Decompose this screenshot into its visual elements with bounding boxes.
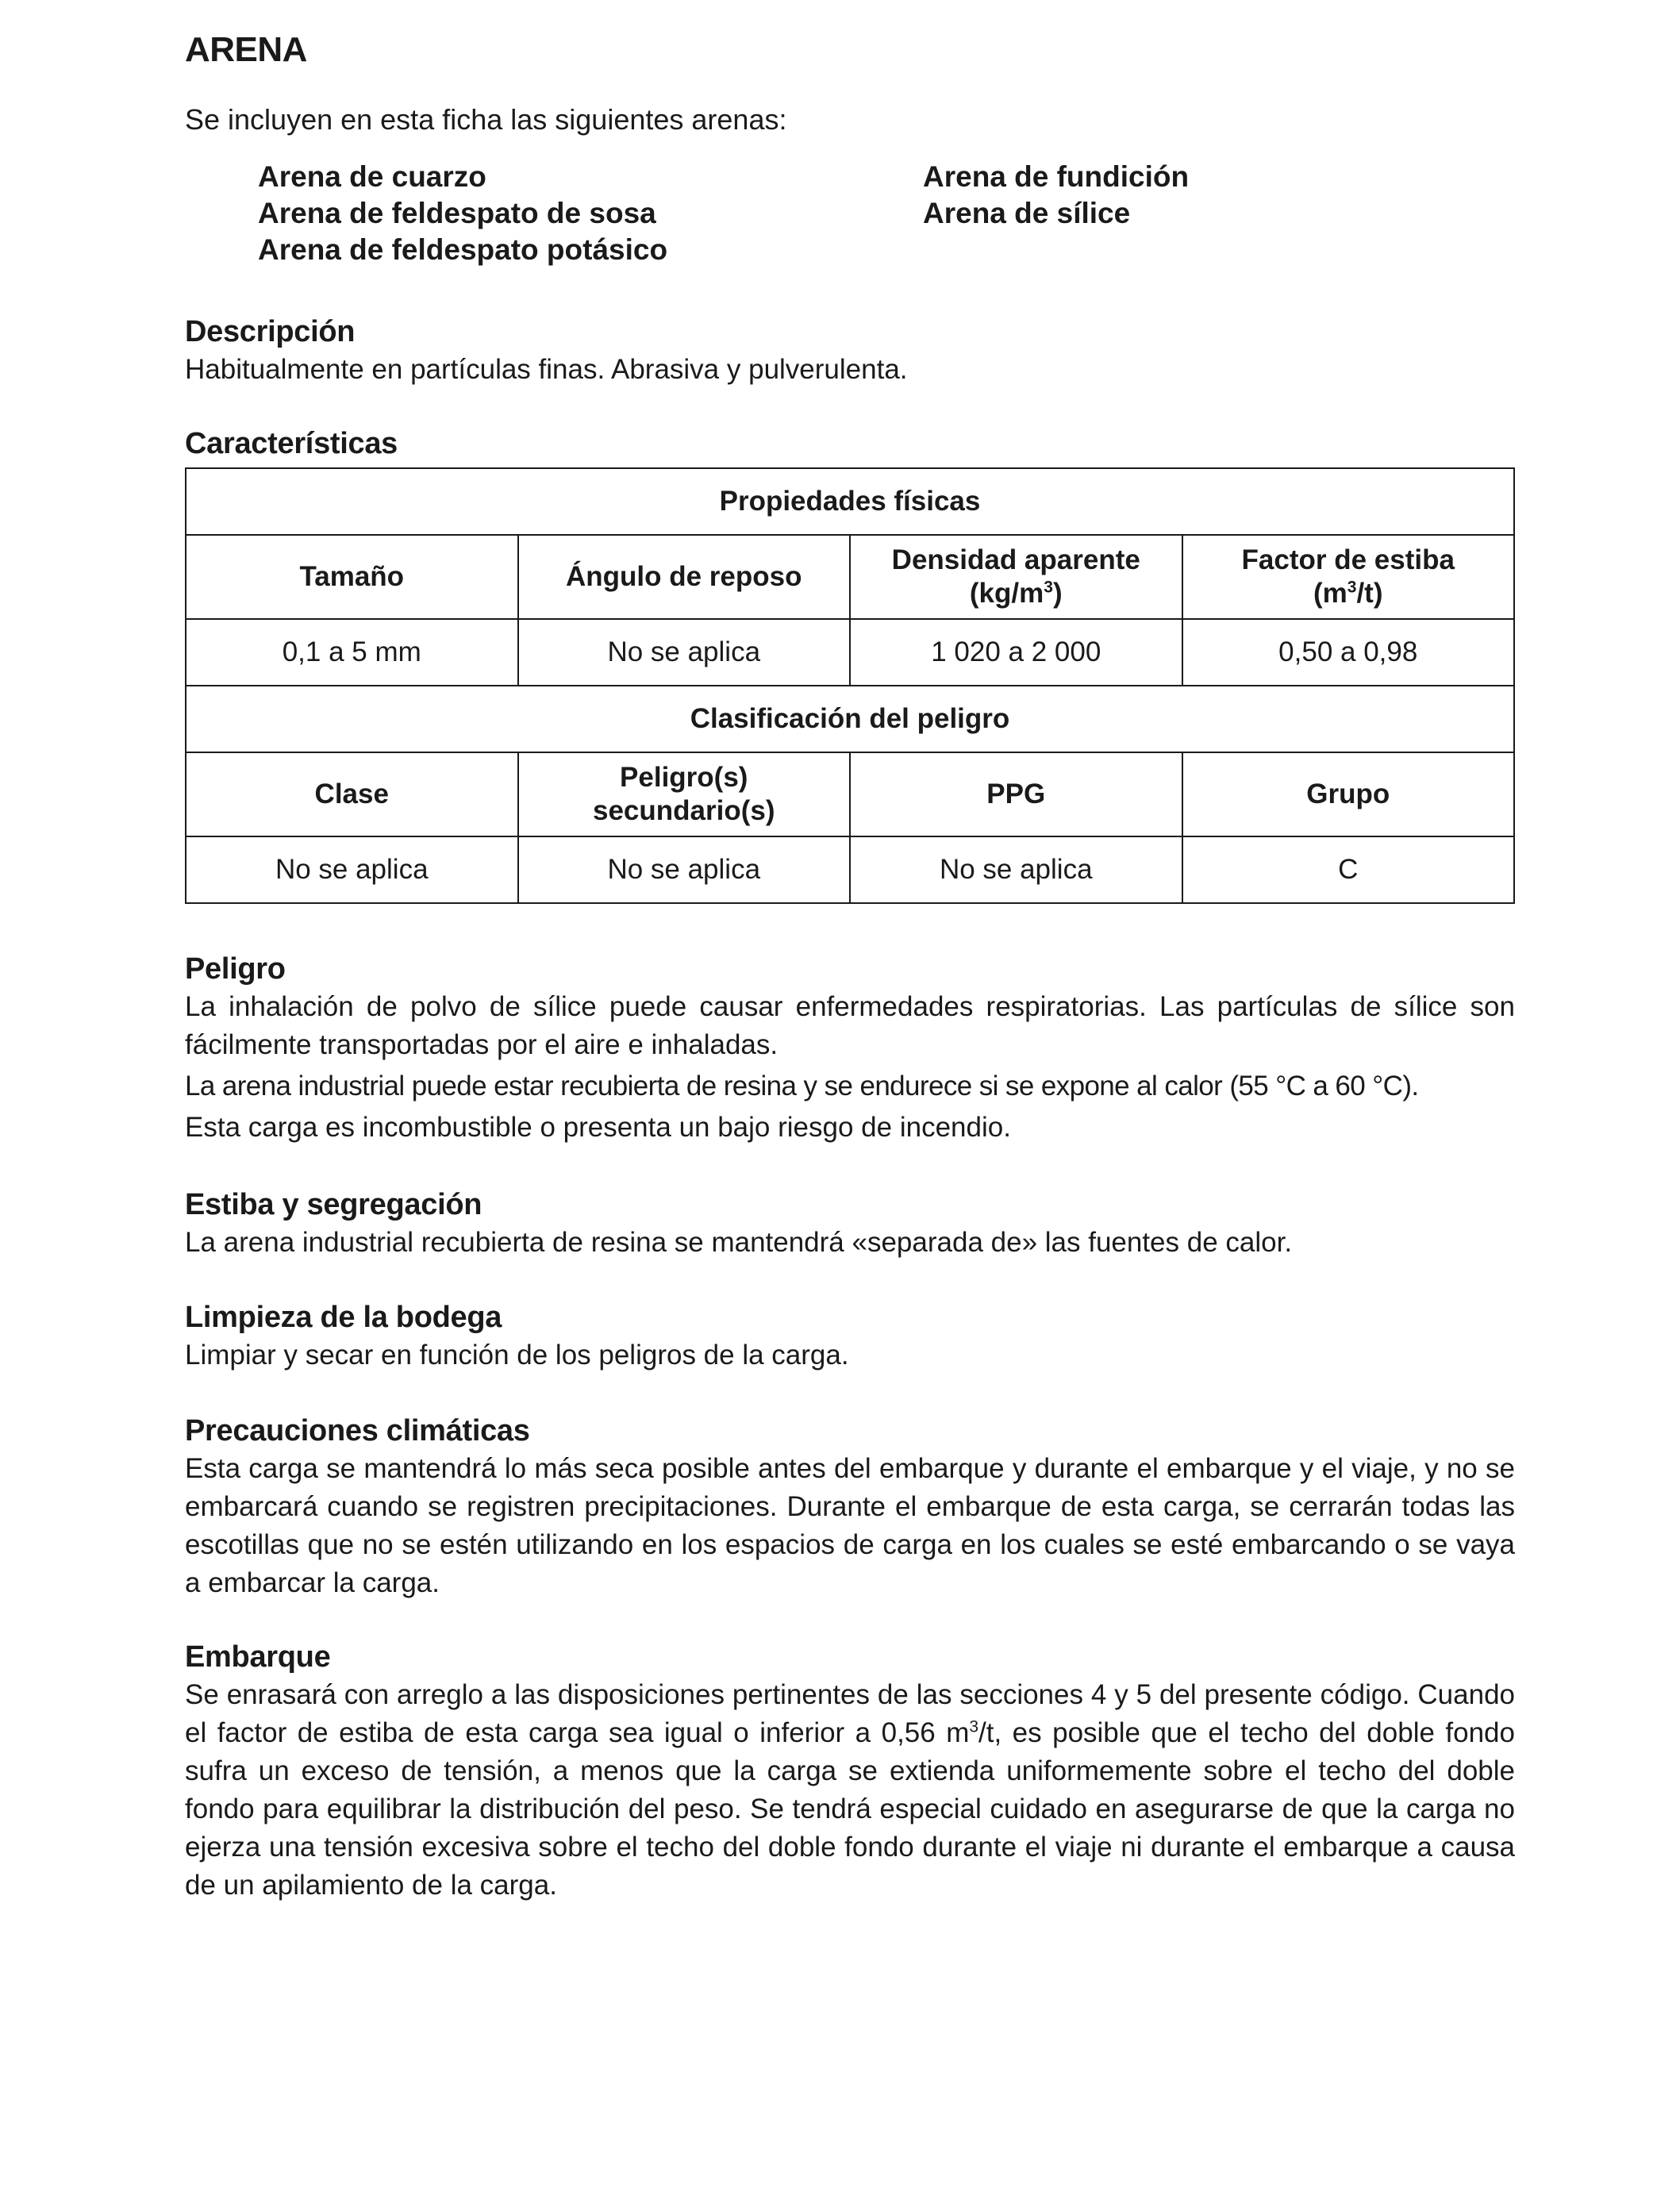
value-ppg: No se aplica: [850, 836, 1182, 903]
intro-text: Se incluyen en esta ficha las siguientes arenas:: [185, 103, 787, 136]
value-size: 0,1 a 5 mm: [186, 619, 518, 686]
band-physical-properties: Propiedades físicas: [186, 468, 1514, 535]
section-text: Esta carga se mantendrá lo más seca posible antes del embarque y durante el embarque y el viaje, y no se embarcará cuando se registren precipitaciones. Durante el embarque de esta carga, se cerrarán todas las escotillas que no se estén utilizando en los espacios de carga en los cuales se esté embarcando o se vaya a embarcar la carga.: [185, 1453, 1515, 1598]
sand-type-item: Arena de cuarzo: [258, 160, 486, 193]
band-hazard-classification: Clasificación del peligro: [186, 686, 1514, 752]
table-header-row: [186, 752, 1514, 836]
header-ppg: PPG: [850, 752, 1182, 836]
page-title: ARENA: [185, 30, 307, 69]
sand-type-item: Arena de fundición: [923, 160, 1190, 193]
section-limpieza: [185, 1298, 1515, 1374]
value-group: C: [1182, 836, 1515, 903]
section-heading: Limpieza de la bodega: [185, 1301, 502, 1334]
section-estiba: [185, 1186, 1515, 1262]
value-bulk-density: 1 020 a 2 000: [850, 619, 1182, 686]
header-stowage-factor: Factor de estiba $(m^3/t)$: [1182, 535, 1515, 619]
table-band-row: [186, 468, 1514, 535]
section-heading: Peligro: [185, 952, 286, 986]
sand-type-item: Arena de feldespato potásico: [258, 233, 668, 266]
section-text: Se enrasará con arreglo a las disposiciones pertinentes de las secciones 4 y 5 del presente código. Cuando el factor de estiba de esta carga sea igual o inferior a 0,56 $m^3/t$, es posible que el techo del doble fondo sufra un exceso de tensión, a menos que la carga se extienda uniformemente sobre el techo del doble fondo para equilibrar la distribución del peso. Se tendrá especial cuidado en asegurarse de que la carga no ejerza una tensión excesiva sobre el techo del doble fondo durante el viaje ni durante el embarque a causa de un apilamiento de la carga.: [185, 1679, 1515, 1901]
value-subsidiary-hazards: No se aplica: [518, 836, 851, 903]
value-class: No se aplica: [186, 836, 518, 903]
characteristics-table: [185, 467, 1515, 904]
sand-type-item: Arena de sílice: [923, 197, 1131, 229]
section-text: La arena industrial recubierta de resina se mantendrá «separada de» las fuentes de calor.: [185, 1227, 1293, 1258]
section-embarque: [185, 1638, 1515, 1905]
section-heading: Descripción: [185, 315, 356, 348]
section-precauciones: [185, 1412, 1515, 1602]
section-descripcion: [185, 313, 1515, 389]
section-heading: Características: [185, 427, 398, 460]
header-group: Grupo: [1182, 752, 1515, 836]
header-angle-of-repose: Ángulo de reposo: [518, 535, 851, 619]
section-text: Limpiar y secar en función de los peligros de la carga.: [185, 1340, 849, 1371]
header-class: Clase: [186, 752, 518, 836]
section-heading: Estiba y segregación: [185, 1188, 482, 1221]
sand-type-item: Arena de feldespato de sosa: [258, 197, 656, 229]
table-row: [186, 836, 1514, 903]
sand-types-right: [923, 159, 1189, 232]
sand-types-left: [258, 159, 667, 268]
value-angle-of-repose: No se aplica: [518, 619, 851, 686]
section-peligro: [185, 950, 1515, 1147]
section-heading: Precauciones climáticas: [185, 1414, 530, 1448]
section-text: La arena industrial puede estar recubierta de resina y se endurece si se expone al calor (55 °C a 60 °C).: [185, 1071, 1419, 1102]
section-text: La inhalación de polvo de sílice puede causar enfermedades respiratorias. Las partículas de sílice son fácilmente transportadas por el aire e inhaladas.: [185, 991, 1515, 1060]
table-header-row: [186, 535, 1514, 619]
header-bulk-density: Densidad aparente $(kg/m^3)$: [850, 535, 1182, 619]
header-size: Tamaño: [186, 535, 518, 619]
table-row: [186, 619, 1514, 686]
header-subsidiary-hazards: Peligro(s) secundario(s): [518, 752, 851, 836]
table-band-row: [186, 686, 1514, 752]
value-stowage-factor: 0,50 a 0,98: [1182, 619, 1515, 686]
section-caracteristicas: [185, 425, 1515, 463]
section-text: Habitualmente en partículas finas. Abrasiva y pulverulenta.: [185, 354, 908, 385]
section-heading: Embarque: [185, 1640, 331, 1674]
section-text: Esta carga es incombustible o presenta un bajo riesgo de incendio.: [185, 1112, 1011, 1143]
